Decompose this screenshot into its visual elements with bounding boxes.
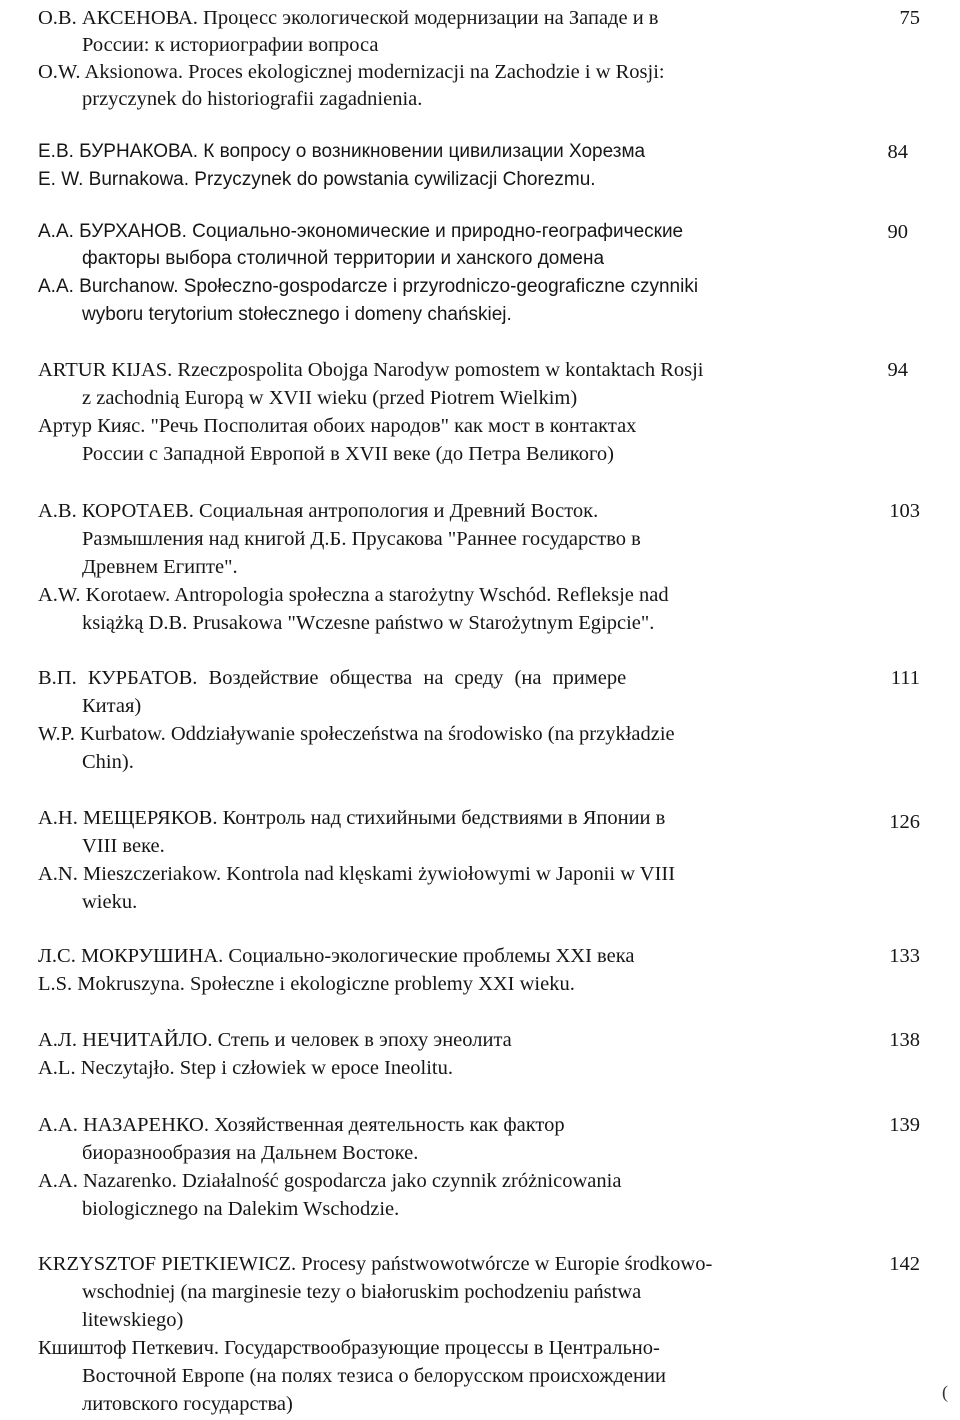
entry-line: факторы выбора столичной территории и ханского домена xyxy=(82,248,605,269)
entry-line: L.S. Mokruszyna. Społeczne i ekologiczne problemy XXI wieku. xyxy=(38,973,575,995)
page-number: 139 xyxy=(889,1114,920,1136)
entry-line: А.В. КОРОТАЕВ. Социальная антропология и Древний Восток. xyxy=(38,500,599,522)
entry-line: z zachodnią Europą w XVII wieku (przed Piotrem Wielkim) xyxy=(82,387,578,409)
entry-line: Chin). xyxy=(82,751,134,773)
entry-line: биоразнообразия на Дальнем Востоке. xyxy=(82,1142,419,1164)
entry-line: wieku. xyxy=(82,891,138,913)
entry-line: Артур Кияс. "Речь Посполитая обоих народов" как мост в контактах xyxy=(38,415,637,437)
entry-line: A.N. Mieszczeriakow. Kontrola nad klęskami żywiołowymi w Japonii w VIII xyxy=(38,863,676,885)
entry-line: Л.С. МОКРУШИНА. Социально-экологические проблемы XXI века xyxy=(38,945,635,967)
entry-line: Восточной Европе (на полях тезиса о белорусском происхождении xyxy=(82,1365,666,1387)
entry-line: W.P. Kurbatow. Oddziaływanie społeczeństwa na środowisko (na przykładzie xyxy=(38,723,675,745)
entry-line: O.W. Aksionowa. Proces ekologicznej modernizacji na Zachodzie i w Rosji: xyxy=(38,61,665,83)
scan-artifact-mark: ( xyxy=(942,1382,948,1402)
entry-line: książką D.B. Prusakowa "Wczesne państwo w Starożytnym Egipcie". xyxy=(82,612,655,634)
entry-line: A.A. Burchanow. Społeczno-gospodarcze i przyrodniczo-geograficzne czynniki xyxy=(38,276,699,297)
page-number: 84 xyxy=(887,141,908,163)
page-number: 111 xyxy=(890,667,920,689)
entry-line: wyboru terytorium stołecznego i domeny chańskiej. xyxy=(82,304,512,325)
entry-line: А.Л. НЕЧИТАЙЛО. Степь и человек в эпоху энеолита xyxy=(38,1029,512,1051)
page-number: 94 xyxy=(887,359,908,381)
entry-line: litewskiego) xyxy=(82,1309,184,1331)
entry-line: VIII веке. xyxy=(82,835,165,857)
entry-line: biologicznego na Dalekim Wschodzie. xyxy=(82,1198,400,1220)
page-number: 133 xyxy=(889,945,920,967)
entry-line: Размышления над книгой Д.Б. Прусакова "Раннее государство в xyxy=(82,528,641,550)
entry-line: А.Н. МЕЩЕРЯКОВ. Контроль над стихийными бедствиями в Японии в xyxy=(38,807,666,829)
entry-line: А.А. НАЗАРЕНКО. Хозяйственная деятельность как фактор xyxy=(38,1114,565,1136)
page-number: 142 xyxy=(889,1253,920,1275)
entry-line: Кшиштоф Петкевич. Государствообразующие процессы в Центрально- xyxy=(38,1337,660,1359)
entry-line: KRZYSZTOF PIETKIEWICZ. Procesy państwowotwórcze w Europie środkowo- xyxy=(38,1253,713,1275)
entry-line: ARTUR KIJAS. Rzeczpospolita Obojga Narodyw pomostem w kontaktach Rosji xyxy=(38,359,704,381)
page-number: 138 xyxy=(889,1029,920,1051)
entry-line: A.A. Nazarenko. Działalność gospodarcza jako czynnik zróżnicowania xyxy=(38,1170,622,1192)
entry-line: Древнем Египте". xyxy=(82,556,238,578)
entry-line: E. W. Burnakowa. Przyczynek do powstania cywilizacji Chorezmu. xyxy=(38,169,596,190)
page-number: 90 xyxy=(887,221,908,243)
page-number: 103 xyxy=(889,500,920,522)
entry-line: Е.В. БУРНАКОВА. К вопросу о возникновении цивилизации Хорезма xyxy=(38,141,646,162)
entry-line: Китая) xyxy=(82,695,142,717)
entry-line: О.В. АКСЕНОВА. Процесс экологической модернизации на Западе и в xyxy=(38,7,659,29)
entry-line: литовского государства) xyxy=(82,1393,293,1415)
page-number: 75 xyxy=(899,7,920,29)
entry-line: A.L. Neczytajło. Step i człowiek w epoce Ineolitu. xyxy=(38,1057,453,1079)
entry-line: России: к историографии вопроса xyxy=(82,34,379,56)
entry-line: А.А. БУРХАНОВ. Социально-экономические и природно-географические xyxy=(38,221,684,242)
entry-line: wschodniej (na marginesie tezy o białoruskim pochodzeniu państwa xyxy=(82,1281,642,1303)
page-number: 126 xyxy=(889,811,920,833)
entry-line: В.П. КУРБАТОВ. Воздействие общества на среду (на примере xyxy=(38,667,627,689)
entry-line: przyczynek do historiografii zagadnienia. xyxy=(82,88,423,110)
entry-line: России с Западной Европой в XVII веке (до Петра Великого) xyxy=(82,443,614,465)
entry-line: A.W. Korotaew. Antropologia społeczna a starożytny Wschód. Refleksje nad xyxy=(38,584,669,606)
